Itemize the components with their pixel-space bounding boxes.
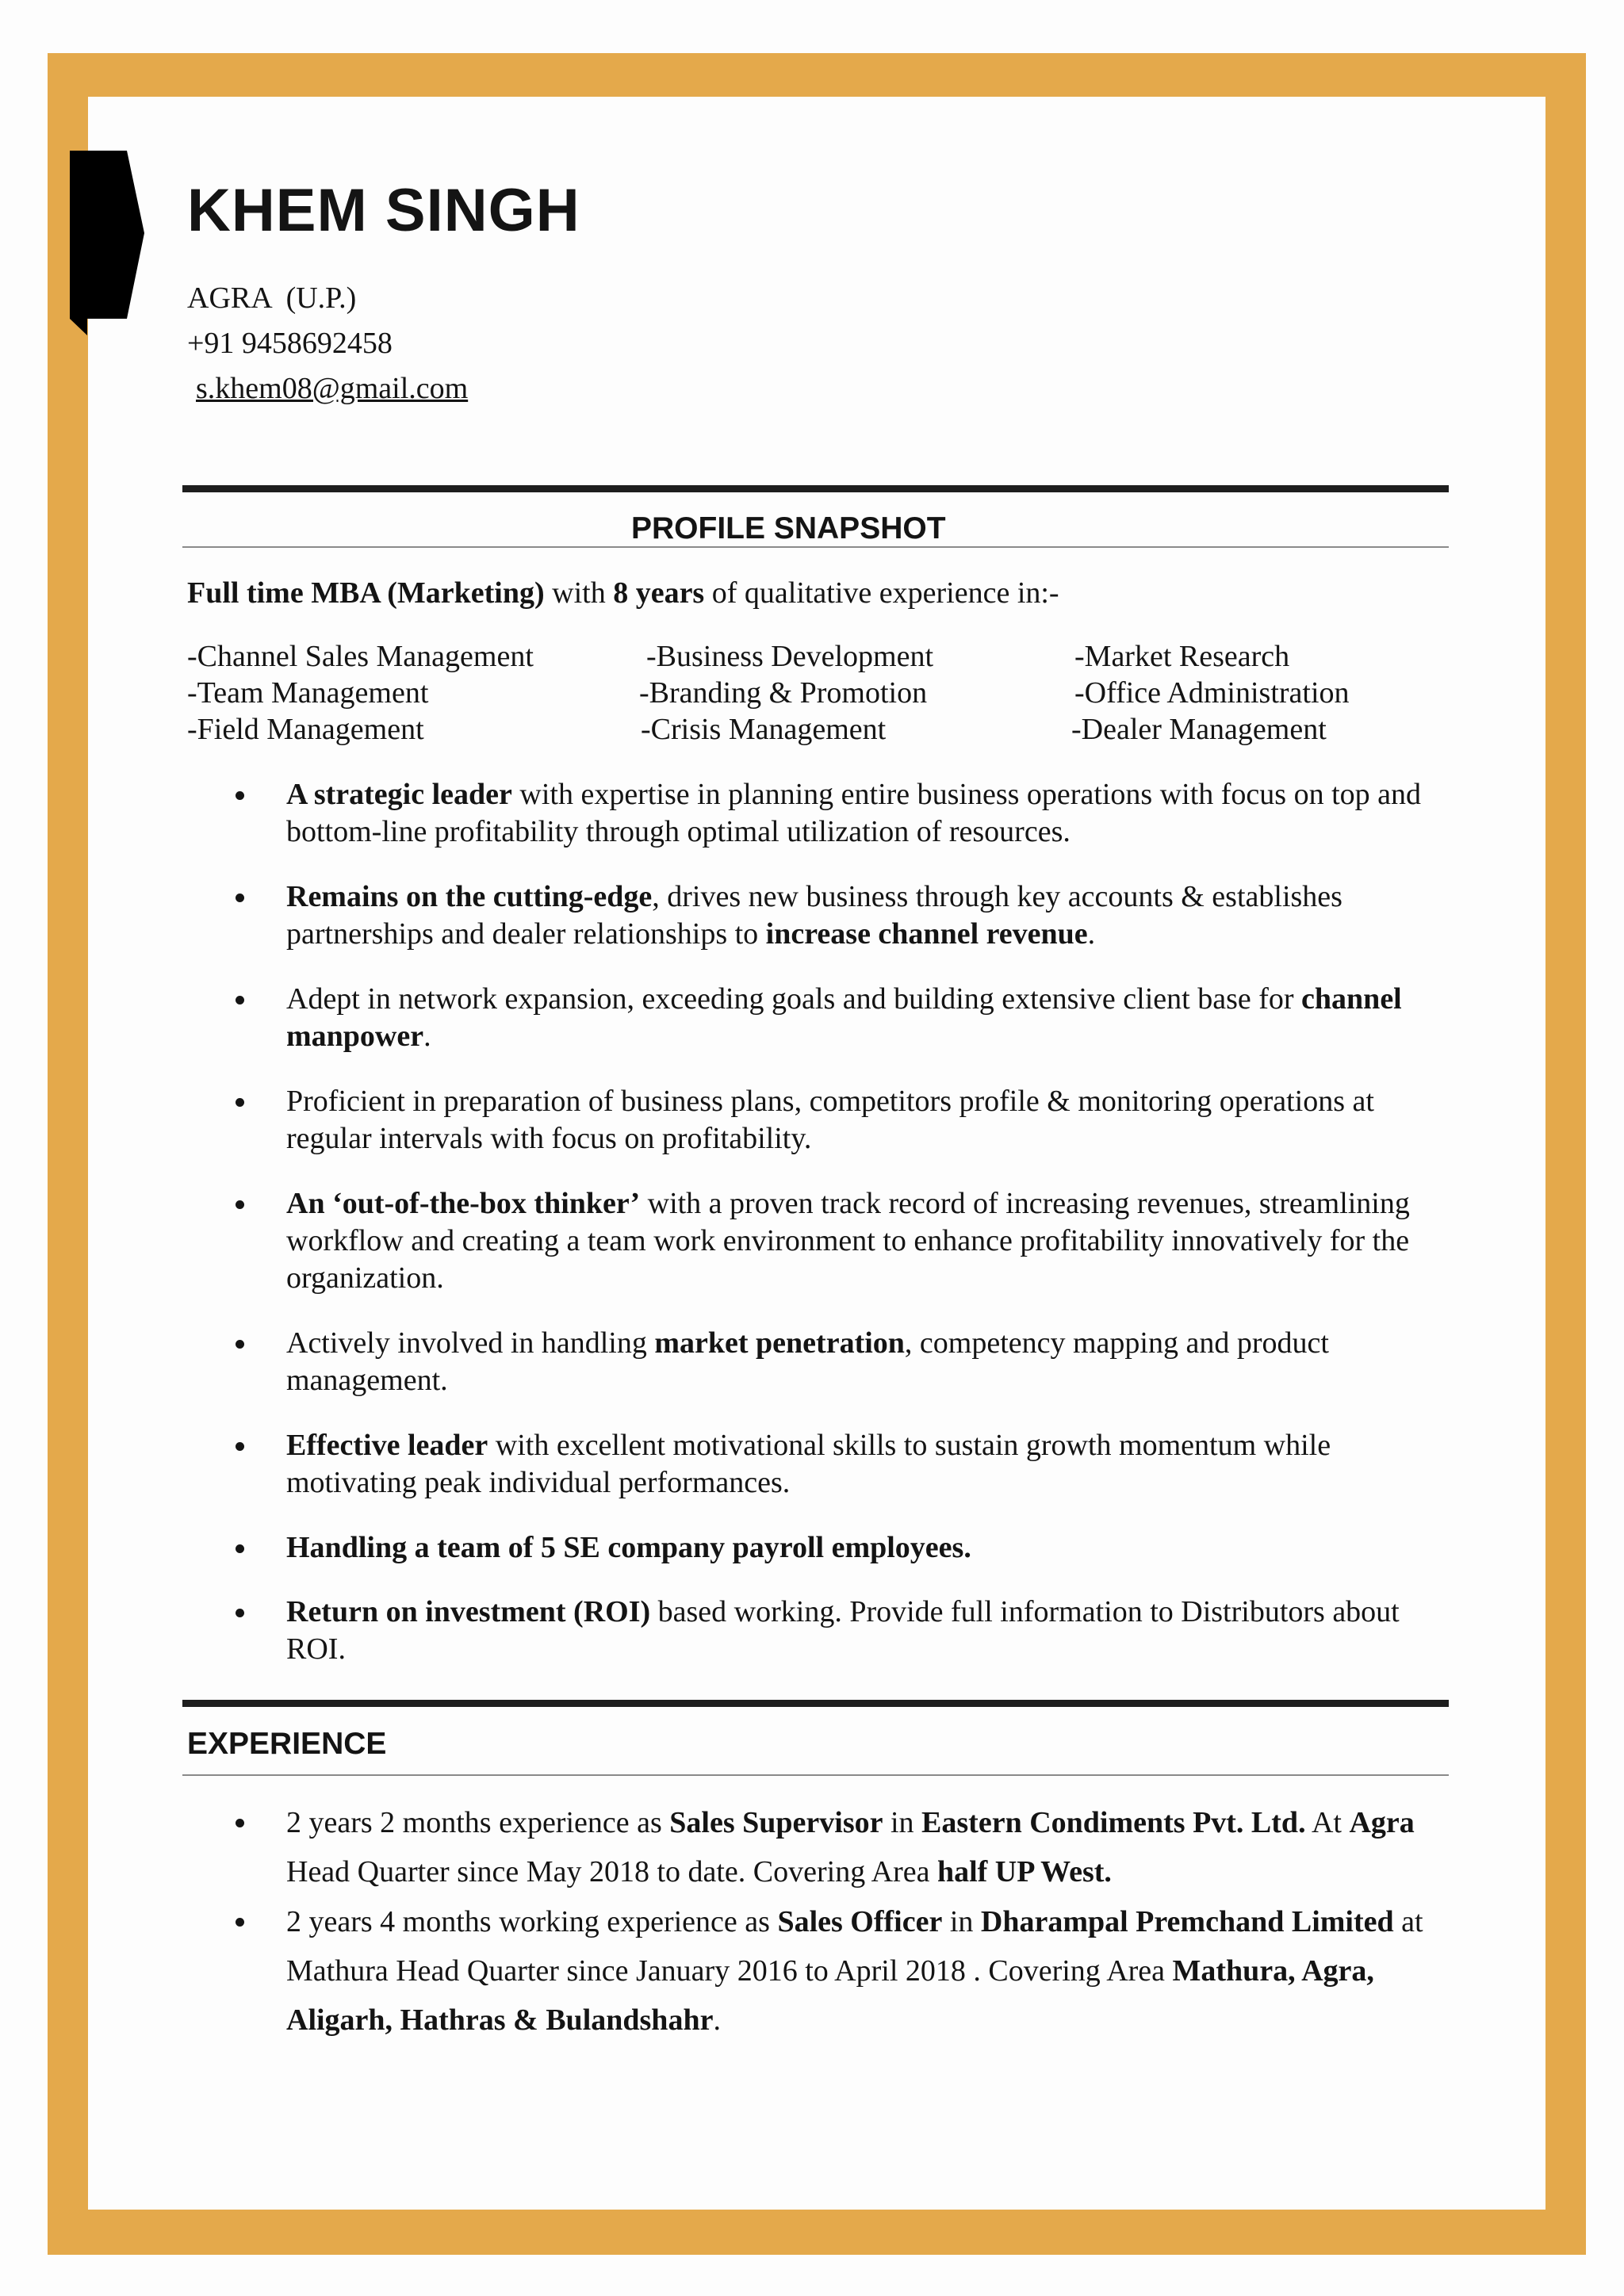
bullet-dot (236, 1609, 244, 1617)
bold-phrase: Handling a team of 5 SE company payroll employees. (286, 1531, 971, 1564)
job-title: Sales Supervisor (669, 1806, 883, 1839)
skill-item: -Market Research (1074, 640, 1290, 673)
experience-text: At (1305, 1806, 1350, 1839)
skill-item: -Crisis Management (641, 713, 887, 746)
experience-text: 2 years 4 months working experience as (286, 1905, 778, 1938)
coverage-area: half UP West. (936, 1855, 1112, 1888)
bullet-dot (236, 1200, 244, 1209)
bold-phrase: channel manpower (286, 982, 1402, 1053)
experience-text: in (942, 1905, 981, 1938)
bullet-dot (236, 1340, 244, 1349)
company-name: Dharampal Premchand Limited (980, 1905, 1394, 1938)
intro-years: 8 years (613, 576, 705, 610)
experience-text: Head Quarter since May 2018 to date. Covering Area (286, 1855, 937, 1888)
bold-phrase: Return on investment (ROI) (286, 1595, 651, 1628)
bullet-text: with excellent motivational skills to sustain growth momentum while motivating peak individual performances. (286, 1429, 1331, 1499)
email-link[interactable] (196, 373, 468, 404)
experience-section-title: EXPERIENCE (187, 1727, 387, 1761)
bold-phrase: A strategic leader (286, 778, 512, 811)
skill-item: -Business Development (646, 640, 934, 673)
bullet-text: Proficient in preparation of business plans, competitors profile & monitoring operations at regular intervals with focus on profitability. (286, 1085, 1374, 1155)
bold-phrase: market penetration (654, 1326, 905, 1360)
bullet-dot (236, 996, 244, 1004)
experience-text: 2 years 2 months experience as (286, 1806, 670, 1839)
bullet-text: , drives new business through key accounts & establishes partnerships and dealer relationships to (286, 880, 1342, 951)
skill-item: -Branding & Promotion (639, 676, 928, 710)
bullet-text: with a proven track record of increasing revenues, streamlining workflow and creating a team work environment to enhance profitability innovatively for the organization. (286, 1187, 1410, 1295)
bold-phrase: increase channel revenue (765, 917, 1088, 951)
candidate-name: KHEM SINGH (187, 177, 580, 244)
bullet-dot (236, 1442, 244, 1451)
bold-phrase: An ‘out-of-the-box thinker’ (286, 1187, 641, 1220)
bullet-text: . (423, 1020, 431, 1053)
bullet-dot (236, 894, 244, 902)
intro-text: of qualitative experience in:- (704, 576, 1059, 610)
experience-rule-bottom (182, 1774, 1449, 1776)
intro-degree: Full time MBA (Marketing) (187, 576, 545, 610)
bullet-text: with expertise in planning entire business operations with focus on top and bottom-line profitability through optimal utilization of resources. (286, 778, 1422, 848)
email-address[interactable]: s.khem08@gmail.com (196, 372, 469, 405)
profile-intro (187, 578, 1059, 608)
skill-item: -Dealer Management (1071, 713, 1327, 746)
bullet-text: based working. Provide full information to Distributors about ROI. (286, 1595, 1400, 1666)
bullet-text: , competency mapping and product management. (286, 1326, 1329, 1397)
company-name: Eastern Condiments Pvt. Ltd. (921, 1806, 1306, 1839)
profile-rule-top (182, 485, 1449, 492)
skill-item: -Channel Sales Management (187, 640, 534, 673)
profile-section-title: PROFILE SNAPSHOT (631, 511, 946, 545)
bold-phrase: Remains on the cutting-edge (286, 880, 653, 913)
bullet-dot (236, 1918, 244, 1927)
location-name: Agra (1349, 1806, 1415, 1839)
skill-item: -Office Administration (1074, 676, 1350, 710)
bullet-dot (236, 1098, 244, 1107)
experience-rule-top (182, 1700, 1449, 1707)
bullet-text: Actively involved in handling (286, 1326, 655, 1360)
bullet-dot (236, 791, 244, 800)
bullet-text: Adept in network expansion, exceeding goals and building extensive client base for (286, 982, 1302, 1016)
experience-text: in (883, 1806, 922, 1839)
bold-phrase: Effective leader (286, 1429, 488, 1462)
intro-text: with (544, 576, 614, 610)
experience-text: . (713, 2003, 721, 2037)
bullet-dot (236, 1544, 244, 1553)
profile-rule-bottom (182, 546, 1449, 548)
skill-item: -Team Management (187, 676, 429, 710)
bullet-text: . (1087, 917, 1096, 951)
bullet-dot (236, 1819, 244, 1827)
coverage-area: Mathura, Agra, Aligarh, Hathras & Bulandshahr (286, 1954, 1374, 2037)
experience-text: at Mathura Head Quarter since January 2016 to April 2018 . Covering Area (286, 1905, 1423, 1988)
location-text: AGRA (U.P.) (187, 281, 357, 315)
skill-item: -Field Management (187, 713, 424, 746)
phone-text: +91 9458692458 (187, 327, 393, 360)
header-tab-shape (70, 151, 144, 335)
job-title: Sales Officer (777, 1905, 943, 1938)
